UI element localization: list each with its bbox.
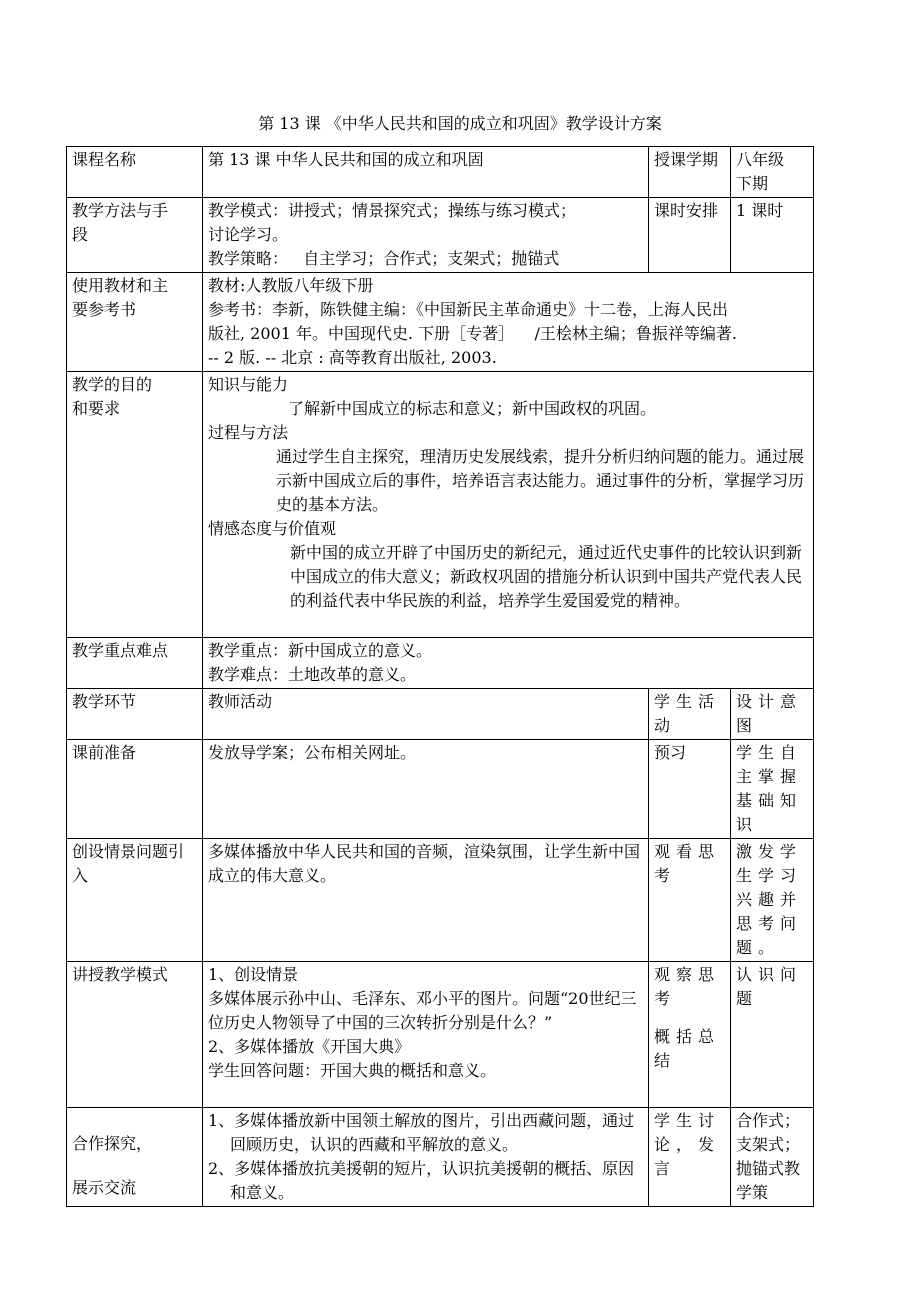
table-row — [67, 1108, 814, 1207]
table-row — [67, 962, 814, 1108]
student-cell: 预习 — [649, 740, 731, 839]
objectives-label: 教学的目的 和要求 — [67, 372, 203, 638]
teacher-cell: 1、多媒体播放新中国领土解放的图片，引出西藏问题，通过回顾历史，认识的西藏和平解放的意义。 2、多媒体播放抗美援朝的短片，认识抗美援朝的概括、原因和意义。 — [203, 1108, 649, 1207]
row-course-name — [67, 147, 814, 198]
stage-cell: 合作探究， 展示交流 — [67, 1108, 203, 1207]
stage-cell: 课前准备 — [67, 740, 203, 839]
term-value: 八年级 下期 — [731, 147, 814, 198]
row-objectives — [67, 372, 814, 638]
student-cell: 观察思考 概括总结 — [649, 962, 731, 1108]
materials-label: 使用教材和主 要参考书 — [67, 273, 203, 372]
process-heading: 过程与方法 — [208, 423, 289, 442]
stage-header: 教学环节 — [67, 689, 203, 740]
design-cell: 认识问题 — [731, 962, 814, 1108]
row-methods — [67, 198, 814, 273]
teacher-cell: 发放导学案；公布相关网址。 — [203, 740, 649, 839]
design-cell: 学生自主掌握基础知识 — [731, 740, 814, 839]
emotion-body: 新中国的成立开辟了中国历史的新纪元，通过近代史事件的比较认识到新中国成立的伟大意义；新政权巩固的措施分析认识到中国共产党代表人民的利益代表中华民族的利益，培养学生爱国爱党的精神。 — [290, 543, 803, 610]
student-cell: 学生讨论，发言 — [649, 1108, 731, 1207]
row-column-headers — [67, 689, 814, 740]
course-label: 课程名称 — [67, 147, 203, 198]
student-cell: 观看思考 — [649, 839, 731, 962]
teacher-header: 教师活动 — [203, 689, 649, 740]
table-row — [67, 740, 814, 839]
teacher-cell: 1、创设情景 多媒体展示孙中山、毛泽东、邓小平的图片。问题“20世纪三位历史人物领导了中国的三次转折分别是什么？” 2、多媒体播放《开国大典》 学生回答问题：开国大典的概括和意义。 — [203, 962, 649, 1108]
design-cell: 激发学生学习兴趣并思考问题。 — [731, 839, 814, 962]
teacher-cell: 多媒体播放中华人民共和国的音频，渲染氛围，让学生新中国成立的伟大意义。 — [203, 839, 649, 962]
knowledge-body: 了解新中国成立的标志和意义；新中国政权的巩固。 — [288, 399, 657, 418]
stage-cell: 创设情景问题引入 — [67, 839, 203, 962]
row-materials — [67, 273, 814, 372]
hours-value: 1 课时 — [731, 198, 814, 273]
hours-label: 课时安排 — [649, 198, 731, 273]
methods-value: 教学模式：讲授式；情景探究式；操练与练习模式； 讨论学习。 教学策略： 自主学习；合作式；支架式；抛锚式 — [203, 198, 649, 273]
keypoints-label: 教学重点难点 — [67, 638, 203, 689]
objectives-value — [203, 372, 814, 638]
lesson-plan-table — [66, 146, 814, 1207]
materials-value: 教材:人教版八年级下册 参考书：李新，陈铁健主编：《中国新民主革命通史》十二卷，上海人民出 版社, 2001 年。中国现代史. 下册［专著］ /王桧林主编；鲁振祥等编著. -- 2 版. -- 北京 : 高等教育出版社, 2003. — [203, 273, 814, 372]
design-cell: 合作式；支架式；抛锚式教学策 — [731, 1108, 814, 1207]
design-header: 设计意图 — [731, 689, 814, 740]
table-row — [67, 839, 814, 962]
term-label: 授课学期 — [649, 147, 731, 198]
emotion-heading: 情感态度与价值观 — [208, 519, 337, 538]
student-header: 学生活动 — [649, 689, 731, 740]
process-body: 通过学生自主探究，理清历史发展线索，提升分析归纳问题的能力。通过展示新中国成立后的事件，培养语言表达能力。通过事件的分析，掌握学习历史的基本方法。 — [276, 447, 805, 514]
course-value: 第 13 课 中华人民共和国的成立和巩固 — [203, 147, 649, 198]
page-title: 第 13 课 《中华人民共和国的成立和巩固》教学设计方案 — [258, 114, 662, 133]
methods-label: 教学方法与手 段 — [67, 198, 203, 273]
knowledge-heading: 知识与能力 — [208, 375, 289, 394]
row-keypoints — [67, 638, 814, 689]
keypoints-value: 教学重点：新中国成立的意义。 教学难点：土地改革的意义。 — [203, 638, 814, 689]
stage-cell: 讲授教学模式 — [67, 962, 203, 1108]
